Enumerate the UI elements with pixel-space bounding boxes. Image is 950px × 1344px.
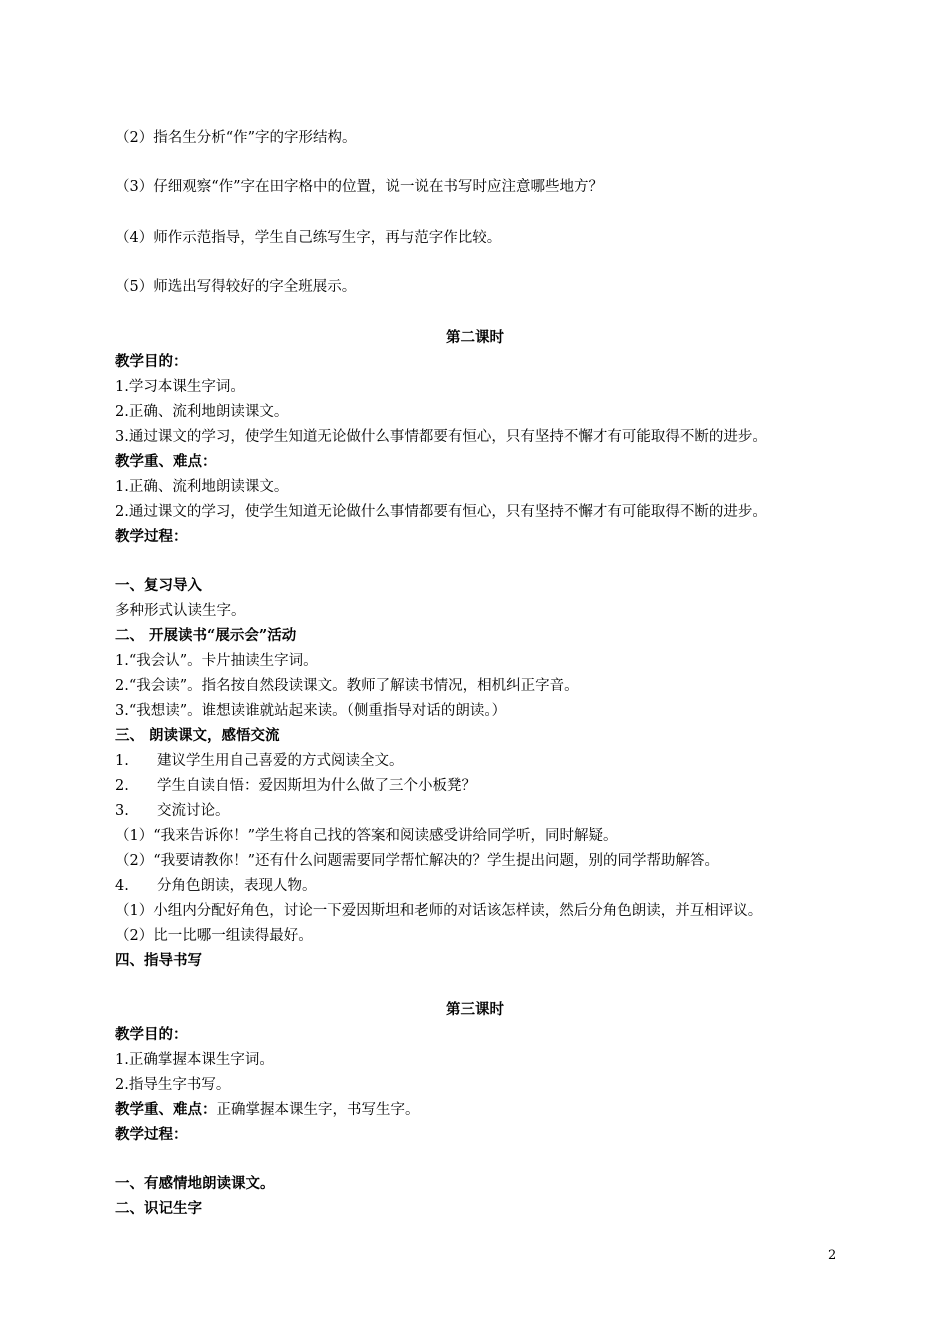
- item-number: 3.: [115, 803, 129, 819]
- list-item: 2.“我会读”。指名按自然段读课文。教师了解读书情况，相机纠正字音。: [115, 678, 579, 694]
- list-item: [115, 751, 404, 771]
- list-item: [115, 801, 230, 821]
- lesson3-goal: 2.指导生字书写。: [115, 1077, 231, 1093]
- sub-item: （1）“我来告诉你！”学生将自己找的答案和阅读感受讲给同学听，同时解疑。: [115, 828, 618, 844]
- item-text: 建议学生用自己喜爱的方式阅读全文。: [157, 753, 404, 769]
- lesson3-process-heading: 教学过程：: [115, 1126, 188, 1143]
- item-text: 学生自读自悟：爱因斯坦为什么做了三个小板凳？: [157, 778, 476, 794]
- section-heading: 二、识记生字: [115, 1200, 202, 1217]
- section-text: 多种形式认读生字。: [115, 603, 246, 619]
- step-4: （4）师作示范指导，学生自己练写生字，再与范字作比较。: [115, 230, 502, 246]
- list-item: 1.“我会认”。卡片抽读生字词。: [115, 653, 318, 669]
- section-heading: 一、复习导入: [115, 577, 202, 594]
- list-item: 3.“我想读”。谁想读谁就站起来读。（侧重指导对话的朗读。）: [115, 703, 507, 719]
- lesson2-focus: 1.正确、流利地朗读课文。: [115, 479, 289, 495]
- lesson2-focus-heading: 教学重、难点：: [115, 453, 217, 470]
- list-item: [115, 876, 317, 896]
- lesson2-goals-heading: 教学目的：: [115, 353, 188, 370]
- page-number: 2: [828, 1248, 837, 1263]
- step-3: （3）仔细观察“作”字在田字格中的位置，说一说在书写时应注意哪些地方？: [115, 179, 604, 195]
- lesson3-goal: 1.正确掌握本课生字词。: [115, 1052, 274, 1068]
- lesson2-goal: 2.正确、流利地朗读课文。: [115, 404, 289, 420]
- lesson2-goal: 1.学习本课生字词。: [115, 379, 245, 395]
- lesson2-process-heading: 教学过程：: [115, 528, 188, 545]
- step-2: （2）指名生分析“作”字的字形结构。: [115, 130, 357, 146]
- lesson2-title: 第二课时: [446, 329, 504, 346]
- step-5: （5）师选出写得较好的字全班展示。: [115, 279, 357, 295]
- list-item: [115, 776, 476, 796]
- section-heading: 二、 开展读书“展示会”活动: [115, 627, 297, 644]
- item-number: 2.: [115, 778, 129, 794]
- sub-item: （2）“我要请教你！”还有什么问题需要同学帮忙解决的？学生提出问题，别的同学帮助解答。: [115, 853, 720, 869]
- section-heading: 三、 朗读课文，感悟交流: [115, 727, 280, 744]
- lesson3-focus-heading: 教学重、难点：: [115, 1101, 217, 1118]
- section-heading: 四、指导书写: [115, 952, 202, 969]
- sub-item: （2）比一比哪一组读得最好。: [115, 928, 313, 944]
- lesson3-focus-text: 正确掌握本课生字，书写生字。: [216, 1102, 420, 1118]
- lesson3-title: 第三课时: [446, 1001, 504, 1018]
- section-heading: 一、有感情地朗读课文。: [115, 1175, 275, 1192]
- sub-item: （1）小组内分配好角色，讨论一下爱因斯坦和老师的对话该怎样读，然后分角色朗读，并互相评议。: [115, 903, 763, 919]
- lesson3-focus: [115, 1100, 420, 1120]
- item-number: 4.: [115, 878, 129, 894]
- lesson3-goals-heading: 教学目的：: [115, 1026, 188, 1043]
- item-number: 1.: [115, 753, 129, 769]
- item-text: 分角色朗读，表现人物。: [157, 878, 317, 894]
- item-text: 交流讨论。: [157, 803, 230, 819]
- lesson2-focus: 2.通过课文的学习，使学生知道无论做什么事情都要有恒心，只有坚持不懈才有可能取得不断的进步。: [115, 504, 767, 520]
- lesson2-goal: 3.通过课文的学习，使学生知道无论做什么事情都要有恒心，只有坚持不懈才有可能取得不断的进步。: [115, 429, 767, 445]
